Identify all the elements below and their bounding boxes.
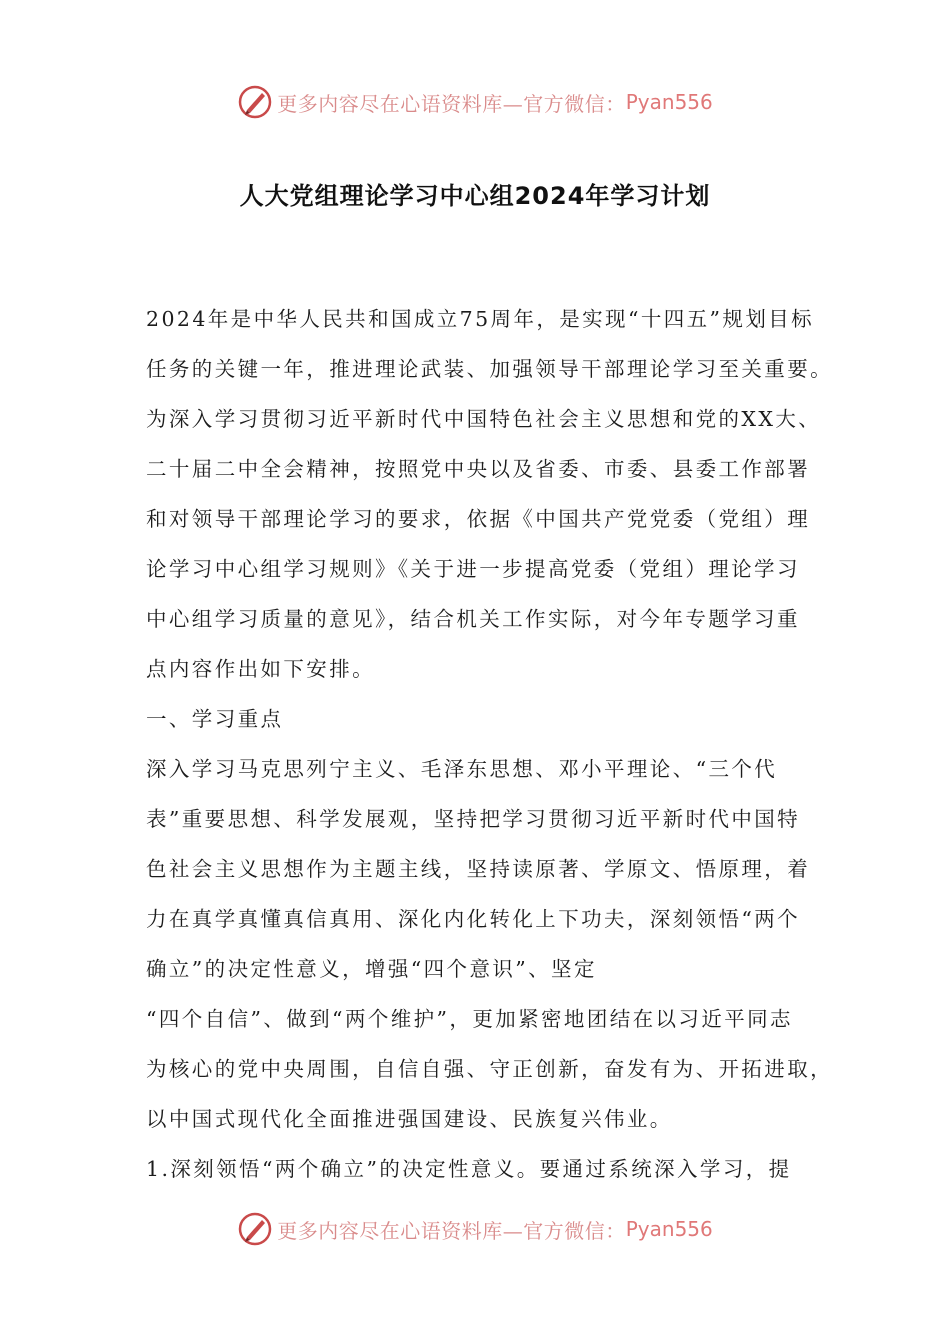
- paragraph-line: 力在真学真懂真信真用、深化内化转化上下功夫，深刻领悟“两个: [146, 907, 801, 931]
- paragraph-line: 二十届二中全会精神，按照党中央以及省委、市委、县委工作部署: [146, 457, 811, 481]
- paragraph-line: 深入学习马克思列宁主义、毛泽东思想、邓小平理论、“三个代: [146, 757, 778, 781]
- pen-logo-icon: [237, 1211, 273, 1247]
- paragraph-line: 和对领导干部理论学习的要求，依据《中国共产党党委（党组）理: [146, 507, 811, 531]
- document-title: 人大党组理论学习中心组2024年学习计划: [239, 182, 711, 210]
- pen-logo-icon: [237, 84, 273, 120]
- paragraph-line: “四个自信”、做到“两个维护”，更加紧密地团结在以习近平同志: [146, 1007, 793, 1031]
- paragraph-line: 中心组学习质量的意见》，结合机关工作实际，对今年专题学习重: [146, 607, 800, 631]
- watermark-banner-top: [0, 82, 950, 122]
- paragraph-line: 以中国式现代化全面推进强国建设、民族复兴伟业。: [146, 1107, 673, 1131]
- paragraph-line: 色社会主义思想作为主题主线，坚持读原著、学原文、悟原理，着: [146, 857, 811, 881]
- section-heading: 一、学习重点: [146, 707, 284, 731]
- watermark-id: Pyan556: [625, 1217, 713, 1241]
- watermark-text: 更多内容尽在心语资料库—官方微信：: [277, 91, 626, 116]
- paragraph-line: 论学习中心组学习规则》《关于进一步提高党委（党组）理论学习: [146, 557, 800, 581]
- paragraph-line: 为核心的党中央周围，自信自强、守正创新，奋发有为、开拓进取，: [146, 1057, 833, 1081]
- paragraph-line: 表”重要思想、科学发展观，坚持把学习贯彻习近平新时代中国特: [146, 807, 801, 831]
- watermark-banner-bottom: [0, 1209, 950, 1249]
- paragraph-line: 2024年是中华人民共和国成立75周年，是实现“十四五”规划目标: [146, 307, 815, 331]
- watermark-id: Pyan556: [625, 90, 713, 114]
- paragraph-line: 确立”的决定性意义，增强“四个意识”、坚定: [146, 957, 597, 981]
- watermark-text: 更多内容尽在心语资料库—官方微信：: [277, 1218, 626, 1243]
- paragraph-line: 点内容作出如下安排。: [146, 657, 375, 681]
- numbered-item: 1.深刻领悟“两个确立”的决定性意义。要通过系统深入学习，提: [146, 1157, 792, 1181]
- paragraph-line: 任务的关键一年，推进理论武装、加强领导干部理论学习至关重要。: [146, 357, 833, 381]
- paragraph-line: 为深入学习贯彻习近平新时代中国特色社会主义思想和党的XX大、: [146, 407, 822, 431]
